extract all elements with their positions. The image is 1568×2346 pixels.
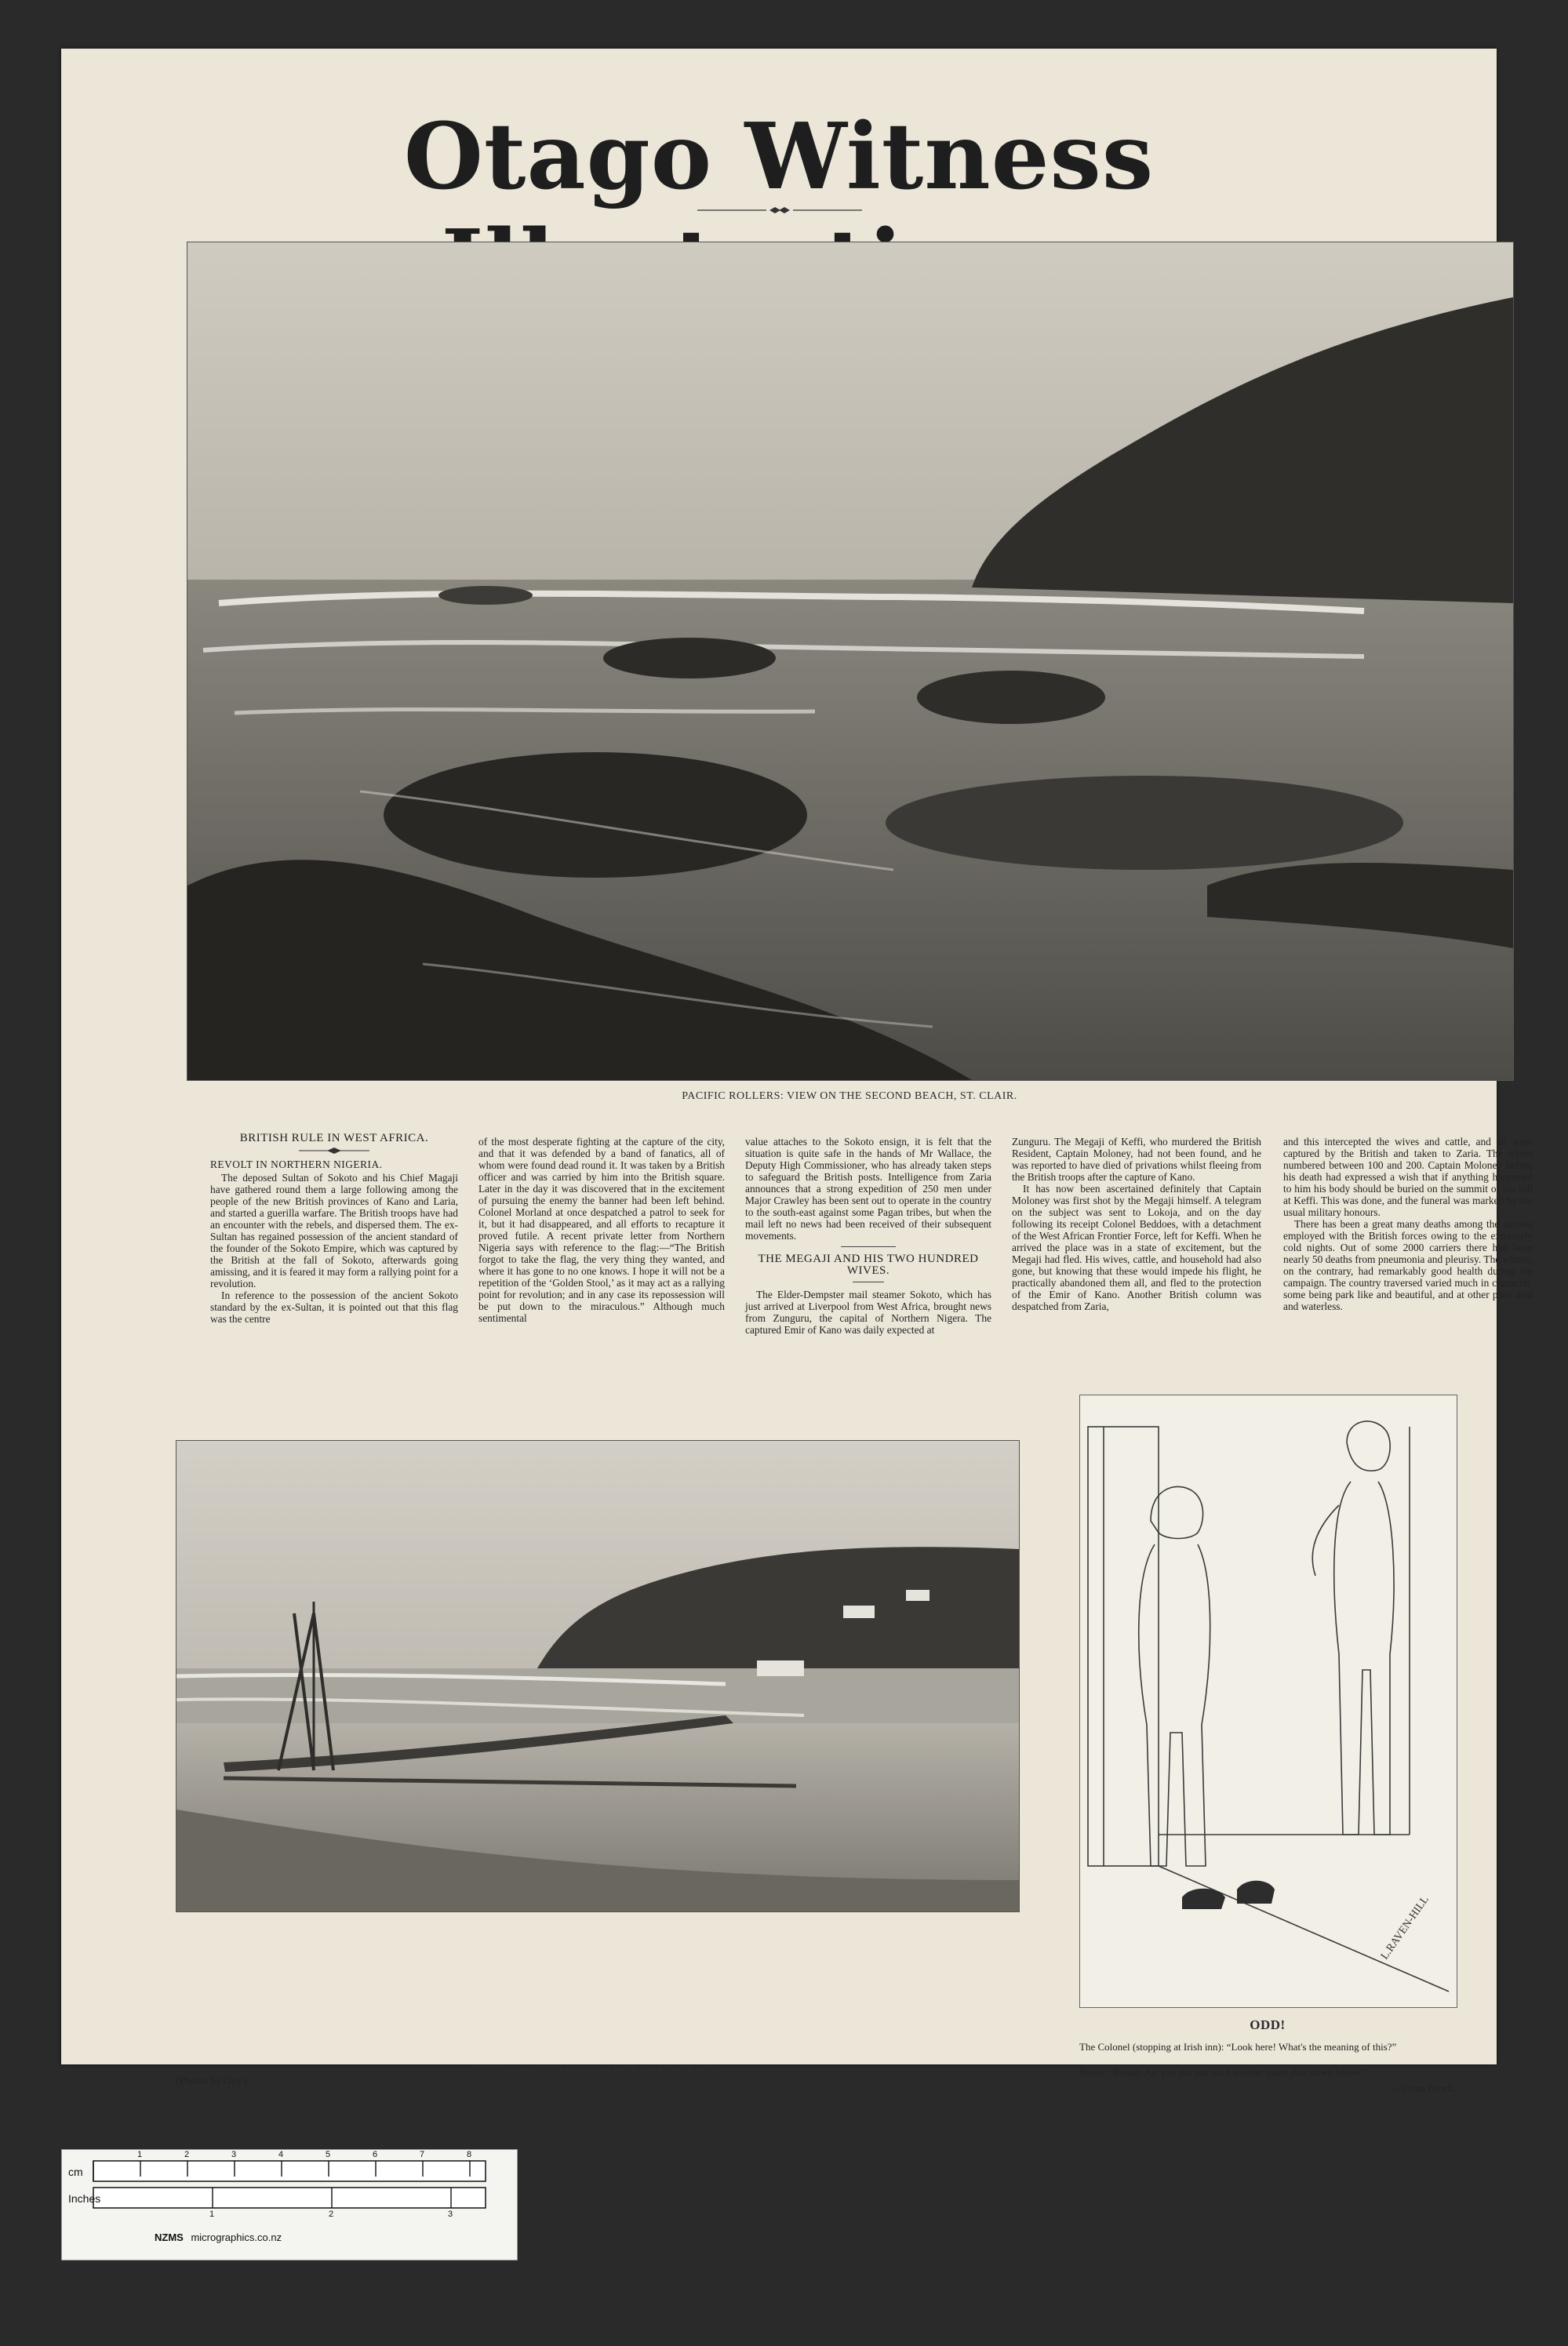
article-column-4: [1012, 1136, 1261, 1312]
cartoon-odd: [1079, 1395, 1457, 2008]
article1-paragraph-4: value attaches to the Sokoto ensign, it is felt that the situation is quite safe in the hands of Mr Wallace, the Deputy High Commissioner, who has already taken steps to safeguard the British posts. Intelligence from Zaria announces that a strong expedition of 250 men under Major Crawley has been sent out to operate in the country to the south-east against some Pagan tribes, but when the mail left no news had been received of their subsequent movements.: [745, 1136, 991, 1242]
brand-website: micrographics.co.nz: [191, 2231, 282, 2243]
cartoon-source: —From Punch.: [1392, 2082, 1456, 2094]
inch-tick-2: 2: [329, 2210, 334, 2219]
inch-tick-1: 1: [209, 2210, 215, 2219]
article-column-5: [1283, 1136, 1533, 1312]
photo-credit: (Photos by Guy.): [176, 2075, 248, 2086]
photo-groin-st-clair-image: [176, 1440, 1020, 1912]
article1-heading: BRITISH RULE IN WEST AFRICA.: [239, 1132, 429, 1144]
cm-tick-1: 1: [137, 2150, 143, 2159]
microfilm-scale-bar: [61, 2149, 518, 2261]
article2-paragraph-1: The Elder-Dempster mail steamer Sokoto, which has just arrived at Liverpool from West Africa, brought news from Zunguru, the capital of Northern Nigera. The captured Emir of Kano was daily expected at: [745, 1289, 991, 1336]
article2-paragraph-3: It has now been ascertained definitely that Captain Moloney was first shot by the Megaji himself. A telegram on the subject was sent to Lokoja, and on the day following its receipt Colonel Beddoes, with a detachment of the West African Frontier Force, left for Keffi. When he arrived the place was in a state of excitement, but the Megaji had fled. His wives, cattle, and household had also gone, but knowing that these would impede his flight, he practically abandoned them all, and fled to the protection of the Emir of Kano. Another British column was despatched from Zaria,: [1012, 1183, 1261, 1312]
article2-paragraph-5: There has been a great many deaths among the natives employed with the British forces owing to the extremely cold nights. Out of some 2000 carriers there had been nearly 50 deaths from pneumonia and pleurisy. The whites, on the contrary, had remarkably good health during the campaign. The country traversed varied much in character, some being park like and beautiful, and at other parts arid and waterless.: [1283, 1218, 1533, 1312]
photo2-subcaption: The object of this groin is to cause the sand to make up, and so prevent the sea from further encroaching on the esplanade.: [329, 2085, 865, 2097]
photo1-caption: PACIFIC ROLLERS: VIEW ON THE SECOND BEACH, ST. CLAIR.: [682, 1090, 1017, 1102]
cm-tick-8: 8: [467, 2150, 472, 2159]
article2-paragraph-2: Zunguru. The Megaji of Keffi, who murdered the British Resident, Captain Moloney, had not been found, and he was reported to have died of privations whilst fleeing from the British troops after the capture of Kano.: [1012, 1136, 1261, 1183]
photo2-caption: PUTTING IN THE GROIN AT ST. CLAIR BEACH.: [471, 2064, 722, 2076]
column-divider: [841, 1246, 896, 1247]
cartoon-caption-line-2: Boots: “Bedad! An' I've got just such another quare Pair down below!”: [1079, 2066, 1369, 2078]
inch-tick-3: 3: [448, 2210, 453, 2219]
cartoon-signature: L.RAVEN-HILL: [1378, 1893, 1432, 1962]
cm-label: cm: [68, 2166, 83, 2178]
cm-tick-3: 3: [231, 2150, 237, 2159]
scale-brand: [155, 2231, 282, 2243]
newspaper-page: [61, 49, 1533, 2097]
cm-tick-6: 6: [373, 2150, 378, 2159]
heading-ornament: [299, 1148, 369, 1154]
article1-paragraph-1: The deposed Sultan of Sokoto and his Chief Magaji have gathered round them a large following among the people of the new British provinces of Kano and Laria, and started a guerilla warfare. The British troops have had an encounter with the rebels, and dispersed them. The ex-Sultan has regained possession of the ancient standard of the founder of the Sokoto Empire, which was captured by the British at the fall of Sokoto, afterwards going amissing, and it is feared it may form a rallying point for a revolution.: [210, 1172, 458, 1289]
article-column-2: [478, 1136, 725, 1324]
photo-pacific-rollers: [187, 242, 1514, 1081]
article1-subheading: REVOLT IN NORTHERN NIGERIA.: [210, 1158, 383, 1170]
cm-tick-4: 4: [278, 2150, 284, 2159]
masthead: Otago Witness: [403, 104, 1155, 210]
article2-paragraph-4: and this intercepted the wives and cattle, and all were captured by the British and taken to Zaria. The wives numbered between 100 and 200. Captain Moloney before his death had expressed a wish that if anything happened to him his body should be buried on the summit of the hill at Keffi. This was done, and the funeral was marked by the usual military honours.: [1283, 1136, 1533, 1218]
cartoon-title: ODD!: [1250, 2017, 1286, 2032]
ornament-divider: [697, 206, 862, 215]
article1-paragraph-2: In reference to the possession of the ancient Sokoto standard by the ex-Sultan, it is pointed out that this flag was the centre: [210, 1289, 458, 1325]
article1-paragraph-3: of the most desperate fighting at the capture of the city, and that it was defended by a band of fanatics, all of whom were found dead round it. It was taken by a British officer and was carried by him into the British square. Later in the day it was discovered that in the excitement of pursuing the enemy the banner had been left behind. Colonel Morland at once despatched a patrol to seek for it, but it had disappeared, and all efforts to recapture it proved futile. A recent private letter from Northern Nigeria says with reference to the flag:—“The British forgot to take the flag, the very thing they wanted, and where it has gone to no one knows. I hope it will not be a repetition of the ‘Golden Stool,’ as it may act as a rallying point for revolution; and in any case its repossession will be put down to the miraculous.” Although much sentimental: [478, 1136, 725, 1324]
article-column-3: [745, 1136, 991, 1336]
brand-name: NZMS: [155, 2231, 184, 2243]
article-column-1: [210, 1129, 458, 1325]
cartoon-caption-line-1: The Colonel (stopping at Irish inn): “Look here! What's the meaning of this?”: [1079, 2041, 1397, 2053]
cm-tick-5: 5: [326, 2150, 331, 2159]
cm-tick-2: 2: [184, 2150, 190, 2159]
inches-label: Inches: [68, 2192, 101, 2205]
cm-tick-7: 7: [420, 2150, 425, 2159]
article2-heading: THE MEGAJI AND HIS TWO HUNDRED WIVES.: [758, 1253, 979, 1277]
